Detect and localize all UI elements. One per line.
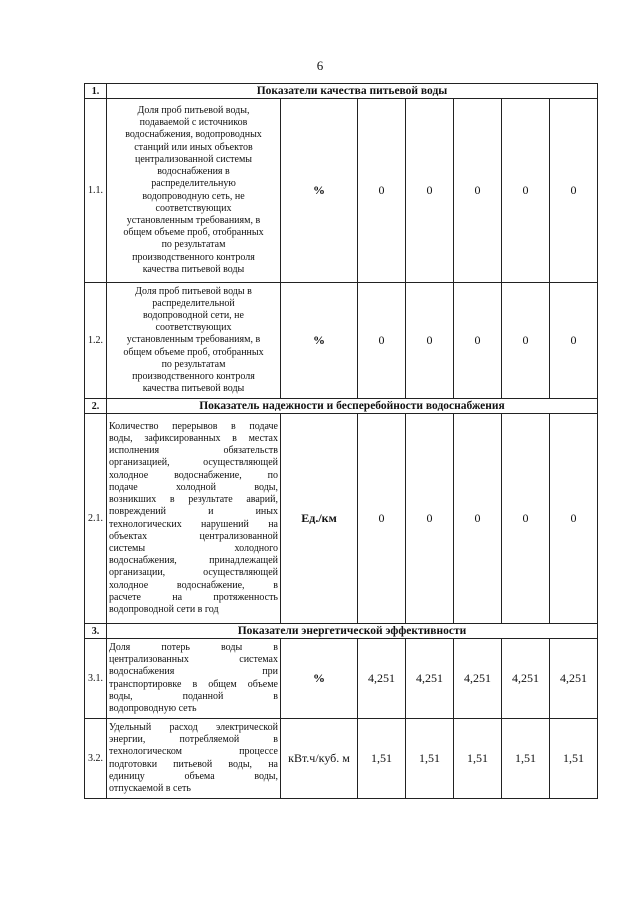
desc-line: транспортировке в общем объеме bbox=[109, 678, 278, 690]
desc-line: организацией, осуществляющей bbox=[109, 457, 278, 469]
indicator-description bbox=[107, 414, 281, 624]
page-number: 6 bbox=[316, 58, 324, 73]
value-cell: 1,51 bbox=[406, 719, 454, 799]
desc-line: установленным требованиям, в bbox=[126, 334, 261, 346]
desc-line: водоснабжения в bbox=[157, 166, 230, 178]
desc-line: по результатам bbox=[161, 239, 226, 251]
unit-cell: % bbox=[281, 99, 358, 283]
desc-line: соответствующих bbox=[155, 322, 232, 334]
desc-line: подаваемой с источников bbox=[139, 117, 248, 129]
value-cell: 0 bbox=[502, 414, 550, 624]
value-cell: 0 bbox=[550, 283, 598, 399]
unit-cell: Ед./км bbox=[281, 414, 358, 624]
section-number: 2. bbox=[85, 399, 107, 414]
desc-line: распределительную bbox=[151, 178, 236, 190]
table-row bbox=[85, 414, 598, 624]
row-number: 2.1. bbox=[85, 414, 107, 624]
section-number: 1. bbox=[85, 84, 107, 99]
desc-line: по результатам bbox=[161, 358, 226, 370]
row-number: 3.2. bbox=[85, 719, 107, 799]
desc-line: качества питьевой воды bbox=[142, 263, 245, 275]
desc-line: воды, зафиксированных в местах bbox=[109, 433, 278, 445]
table-row bbox=[85, 719, 598, 799]
value-cell: 4,251 bbox=[502, 639, 550, 719]
desc-line: водопроводную сеть bbox=[109, 702, 197, 714]
desc-line: возникших в результате аварий, bbox=[109, 494, 278, 506]
section-title: Показатель надежности и бесперебойности водоснабжения bbox=[107, 399, 598, 414]
indicators-table bbox=[84, 83, 598, 799]
section-row bbox=[85, 624, 598, 639]
table-row bbox=[85, 283, 598, 399]
unit-cell: % bbox=[281, 283, 358, 399]
row-number: 1.2. bbox=[85, 283, 107, 399]
value-cell: 1,51 bbox=[454, 719, 502, 799]
desc-line: исполнения обязательств bbox=[109, 445, 278, 457]
value-cell: 0 bbox=[406, 283, 454, 399]
indicator-description bbox=[107, 719, 281, 799]
value-cell: 0 bbox=[454, 99, 502, 283]
value-cell: 1,51 bbox=[358, 719, 406, 799]
desc-line: производственного контроля bbox=[132, 371, 255, 382]
desc-line: объектах централизованной bbox=[109, 530, 278, 542]
desc-line: водоснабжения, принадлежащей bbox=[109, 555, 278, 567]
value-cell: 4,251 bbox=[550, 639, 598, 719]
desc-line: общем объеме проб, отобранных bbox=[123, 227, 264, 239]
desc-line: холодное водоснабжение, в bbox=[109, 579, 278, 591]
desc-line: воды, поданной в bbox=[109, 690, 278, 702]
desc-line: повреждений и иных bbox=[109, 506, 278, 518]
unit-cell: кВт.ч/куб. м bbox=[281, 719, 358, 799]
table-row bbox=[85, 99, 598, 283]
value-cell: 0 bbox=[358, 414, 406, 624]
value-cell: 0 bbox=[358, 283, 406, 399]
desc-line: системы холодного bbox=[109, 542, 278, 554]
desc-line: соответствующих bbox=[155, 202, 232, 214]
indicator-description bbox=[107, 283, 281, 399]
desc-line: энергии, потребляемой в bbox=[109, 734, 278, 746]
row-number: 3.1. bbox=[85, 639, 107, 719]
section-title: Показатели энергетической эффективности bbox=[107, 624, 598, 639]
desc-line: централизованной системы bbox=[134, 153, 253, 165]
desc-line: Количество перерывов в подаче bbox=[109, 420, 278, 432]
desc-line: отпускаемой в сеть bbox=[109, 782, 191, 794]
desc-line: водоснабжения, водопроводных bbox=[125, 129, 262, 141]
value-cell: 0 bbox=[454, 283, 502, 399]
value-cell: 0 bbox=[406, 99, 454, 283]
desc-line: технологическом процессе bbox=[109, 746, 278, 758]
desc-line: станций или иных объектов bbox=[134, 141, 253, 153]
desc-line: общем объеме проб, отобранных bbox=[123, 346, 264, 358]
row-number: 1.1. bbox=[85, 99, 107, 283]
section-row bbox=[85, 399, 598, 414]
section-row bbox=[85, 84, 598, 99]
desc-line: Доля потерь воды в bbox=[109, 641, 278, 653]
desc-line: Доля проб питьевой воды в bbox=[135, 285, 252, 297]
value-cell: 0 bbox=[550, 99, 598, 283]
value-cell: 0 bbox=[406, 414, 454, 624]
value-cell: 0 bbox=[550, 414, 598, 624]
value-cell: 4,251 bbox=[358, 639, 406, 719]
section-title: Показатели качества питьевой воды bbox=[107, 84, 598, 99]
desc-line: организации, осуществляющей bbox=[109, 567, 278, 579]
desc-line: подаче холодной воды, bbox=[109, 481, 278, 493]
desc-line: производственного контроля bbox=[132, 251, 255, 263]
desc-line: подготовки питьевой воды, на bbox=[109, 758, 278, 770]
desc-line: централизованных системах bbox=[109, 654, 278, 666]
section-number: 3. bbox=[85, 624, 107, 639]
table-row bbox=[85, 639, 598, 719]
value-cell: 4,251 bbox=[406, 639, 454, 719]
desc-line: установленным требованиям, в bbox=[126, 214, 261, 226]
value-cell: 0 bbox=[502, 283, 550, 399]
value-cell: 1,51 bbox=[550, 719, 598, 799]
desc-line: расчете на протяженность bbox=[109, 591, 278, 603]
desc-line: водоснабжения при bbox=[109, 666, 278, 678]
value-cell: 0 bbox=[502, 99, 550, 283]
desc-line: Доля проб питьевой воды, bbox=[137, 105, 250, 117]
indicator-description bbox=[107, 639, 281, 719]
desc-line: водопроводную сеть, не bbox=[142, 190, 245, 202]
desc-line: холодное водоснабжение, по bbox=[109, 469, 278, 481]
desc-line: водопроводной сети в год bbox=[109, 603, 219, 615]
desc-line: распределительной bbox=[152, 297, 235, 309]
desc-line: водопроводной сети, не bbox=[143, 309, 244, 321]
value-cell: 0 bbox=[454, 414, 502, 624]
desc-line: Удельный расход электрической bbox=[109, 721, 278, 733]
desc-line: технологических нарушений на bbox=[109, 518, 278, 530]
value-cell: 1,51 bbox=[502, 719, 550, 799]
indicator-description bbox=[107, 99, 281, 283]
desc-line: качества питьевой воды bbox=[142, 383, 245, 395]
desc-line: единицу объема воды, bbox=[109, 770, 278, 782]
unit-cell: % bbox=[281, 639, 358, 719]
value-cell: 0 bbox=[358, 99, 406, 283]
value-cell: 4,251 bbox=[454, 639, 502, 719]
